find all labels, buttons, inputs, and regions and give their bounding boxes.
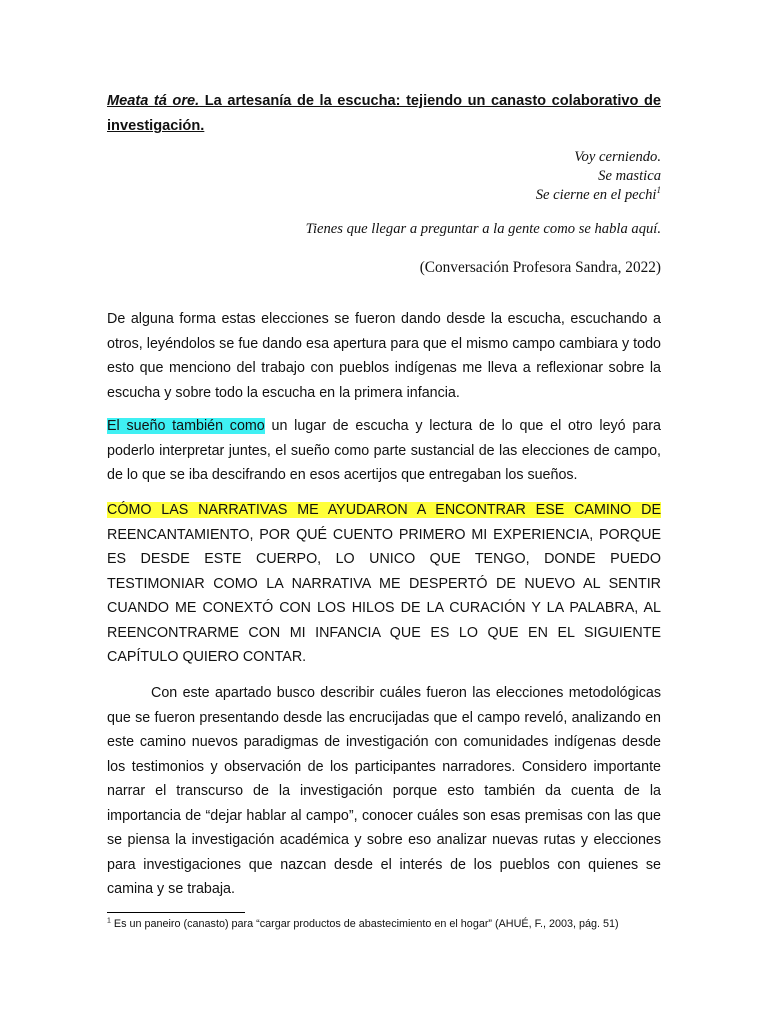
highlighted-text-cyan: El sueño también como (107, 418, 265, 434)
quote-citation: (Conversación Profesora Sandra, 2022) (419, 259, 661, 276)
second-quote: Tienes que llegar a preguntar a la gente como se habla aquí. (305, 221, 661, 237)
highlighted-text-yellow: CÓMO LAS NARRATIVAS ME AYUDARON A ENCONTRAR ESE CAMINO DE (107, 502, 661, 518)
epigraph (107, 148, 661, 205)
paragraph-1: De alguna forma estas elecciones se fueron dando desde la escucha, escuchando a otros, leyéndolos se fue dando esa apertura para que el mismo campo cambiara y todo esto que menciono del trabajo con pueblos indígenas me lleva a reflexionar sobre la escucha y sobre todo la escucha en la primera infancia. (107, 311, 661, 401)
paragraph-3-text: REENCANTAMIENTO, POR QUÉ CUENTO PRIMERO MI EXPERIENCIA, PORQUE ES DESDE ESTE CUERPO, LO UNICO QUE TENGO, DONDE PUEDO TESTIMONIAR COMO LA NARRATIVA ME DESPERTÓ DE NUEVO AL SENTIR CUANDO ME CONEXTÓ CON LOS HILOS DE LA CURACIÓN Y LA PALABRA, AL REENCONTRARME CON MI INFANCIA QUE ES LO QUE EN EL SIGUIENTE CAPÍTULO QUIERO CONTAR. (107, 526, 661, 665)
epigraph-line-2: Se mastica (598, 168, 661, 184)
document-title (107, 89, 661, 139)
epigraph-line-1: Voy cerniendo. (574, 149, 661, 165)
epigraph-line-3-text: Se cierne en el pechi (535, 187, 657, 203)
footnote-number: 1 (107, 917, 111, 925)
title-italic: Meata tá ore. (107, 93, 200, 109)
footnote-divider (107, 912, 245, 913)
paragraph-3 (107, 498, 661, 670)
epigraph-line-3 (107, 186, 661, 205)
title-text: La artesanía de la escucha: tejiendo un canasto colaborativo de investigación. (107, 93, 661, 134)
footnote (107, 917, 707, 932)
paragraph-2 (107, 414, 661, 488)
paragraph-4: Con este apartado busco describir cuáles fueron las elecciones metodológicas que se fueron presentando desde las encrucijadas que el campo reveló, analizando en este camino nuevos paradigmas de investigación con comunidades indígenas desde los testimonios y observación de los participantes narradores. Considero importante narrar el transcurso de la investigación porque esto también da cuenta de la importancia de “dejar hablar al campo”, conocer cuáles son esas premisas con las que se piensa la investigación académica y sobre eso analizar nuevas rutas y elecciones para investigaciones que nazcan desde el interés de los pueblos con quienes se camina y se trabaja. (107, 685, 661, 897)
footnote-reference[interactable]: 1 (656, 185, 661, 196)
paragraph-2-text: un lugar de escucha y lectura de lo que el otro leyó para poderlo interpretar juntes, el sueño como parte sustancial de las elecciones de campo, de lo que se iba descifrando en esos acertijos que entregaban los sueños. (107, 418, 661, 483)
footnote-text: Es un paneiro (canasto) para “cargar productos de abastecimiento en el hogar” (AHUÉ, F., 2003, pág. 51) (110, 918, 619, 930)
